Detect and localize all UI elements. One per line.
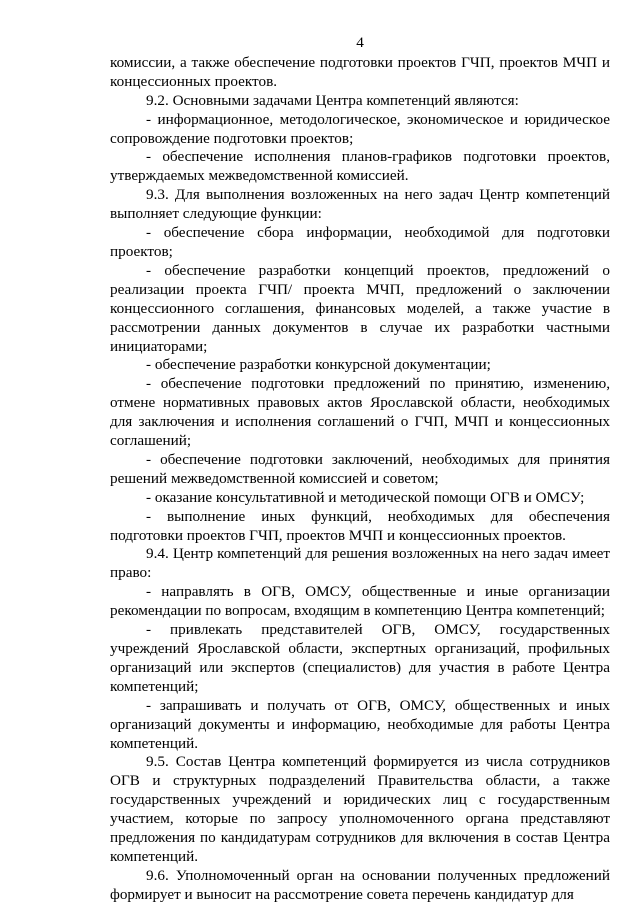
list-item: - направлять в ОГВ, ОМСУ, общественные и иные организации рекомендации по вопросам, входящим в компетенцию Центра компетенций; <box>110 583 610 620</box>
list-item: - обеспечение подготовки заключений, необходимых для принятия решений межведомственной комиссией и советом; <box>110 450 610 487</box>
document-page <box>110 34 610 905</box>
list-item: - выполнение иных функций, необходимых для обеспечения подготовки проектов ГЧП, проектов МЧП и концессионных проектов. <box>110 507 610 544</box>
paragraph-9-3: 9.3. Для выполнения возложенных на него задач Центр компетенций выполняет следующие функции: <box>110 186 610 223</box>
list-item: - информационное, методологическое, экономическое и юридическое сопровождение подготовки проектов; <box>110 110 610 147</box>
list-item: - обеспечение разработки концепций проектов, предложений о реализации проекта ГЧП/ проекта МЧП, предложений о заключении концессионного соглашения, финансовых моделей, а также участие в рассмотрении данных документов в случае их разработки частными инициаторами; <box>110 261 610 355</box>
list-item: - обеспечение разработки конкурсной документации; <box>146 356 491 374</box>
page-number: 4 <box>356 34 364 51</box>
paragraph-9-5: 9.5. Состав Центра компетенций формируется из числа сотрудников ОГВ и структурных подразделений Правительства области, а также государственных учреждений и юридических лиц с государственным участием, которые по запросу уполномоченного органа представляют предложения по кандидатурам сотрудников для включения в состав Центра компетенций. <box>110 753 610 865</box>
paragraph-continuation: комиссии, а также обеспечение подготовки проектов ГЧП, проектов МЧП и концессионных проектов. <box>110 53 610 90</box>
list-item: - запрашивать и получать от ОГВ, ОМСУ, общественных и иных организаций документы и информацию, необходимые для работы Центра компетенций. <box>110 696 610 752</box>
paragraph-9-6: 9.6. Уполномоченный орган на основании полученных предложений формирует и выносит на рассмотрение совета перечень кандидатур для <box>110 866 610 903</box>
paragraph-9-4: 9.4. Центр компетенций для решения возложенных на него задач имеет право: <box>110 545 610 582</box>
list-item: - оказание консультативной и методической помощи ОГВ и ОМСУ; <box>146 488 585 506</box>
list-item: - обеспечение подготовки предложений по принятию, изменению, отмене нормативных правовых актов Ярославской области, необходимых для заключения и исполнения соглашений о ГЧП, МЧП и концессионных соглашений; <box>110 375 610 450</box>
list-item: - обеспечение сбора информации, необходимой для подготовки проектов; <box>110 224 610 260</box>
paragraph-9-2: 9.2. Основными задачами Центра компетенций являются: <box>146 91 519 109</box>
list-item: - обеспечение исполнения планов-графиков подготовки проектов, утверждаемых межведомственной комиссией. <box>110 148 610 185</box>
list-item: - привлекать представителей ОГВ, ОМСУ, государственных учреждений Ярославской области, экспертных организаций, профильных организаций или экспертов (специалистов) для участия в работе Центра компетенций; <box>110 621 610 695</box>
